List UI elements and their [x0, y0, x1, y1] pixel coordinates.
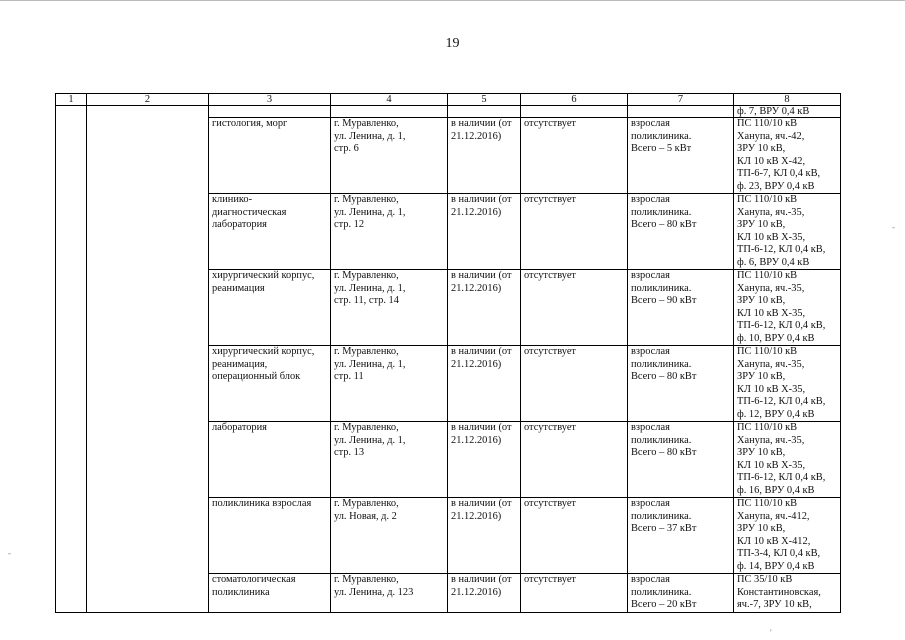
cell-line: реанимация	[212, 282, 265, 294]
table-cell	[521, 106, 628, 118]
cell-line: отсутствует	[524, 422, 576, 433]
cell-line: Всего – 37 кВт	[631, 523, 697, 534]
cell-line: лаборатория	[212, 219, 267, 230]
cell-line: 21.12.2016)	[451, 586, 502, 598]
cell-line: ЗРУ 10 кВ,	[737, 295, 786, 306]
cell-line: ТП-6-12, КЛ 0,4 кВ,	[737, 472, 826, 483]
cell-line: поликлиника.	[631, 586, 692, 598]
cell-line: г. Муравленко,	[334, 346, 399, 357]
table-cell-col6	[521, 194, 628, 270]
cell-line: ПС 110/10 кВ	[737, 422, 798, 433]
cell-line: Ханупа, яч.-35,	[737, 206, 805, 218]
scan-edge-mark: -	[8, 548, 11, 558]
cell-line: 21.12.2016)	[451, 130, 502, 142]
cell-line: г. Муравленко,	[334, 574, 399, 585]
cell-line: ПС 110/10 кВ	[737, 346, 798, 357]
cell-line: ТП-3-4, КЛ 0,4 кВ,	[737, 548, 821, 559]
table-cell	[209, 106, 331, 118]
cell-line: 21.12.2016)	[451, 206, 502, 218]
cell-line: в наличии (от	[451, 498, 512, 509]
cell-line: ул. Новая, д. 2	[334, 510, 397, 522]
cell-line: взрослая	[631, 118, 670, 129]
cell-line: ЗРУ 10 кВ,	[737, 447, 786, 458]
table-cell-consumer	[628, 118, 734, 194]
cell-line: 21.12.2016)	[451, 510, 502, 522]
cell-line: взрослая	[631, 574, 670, 585]
cell-line: Всего – 80 кВт	[631, 371, 697, 382]
cell-line: ул. Ленина, д. 1,	[334, 358, 406, 370]
cell-line: Ханупа, яч.-35,	[737, 282, 805, 294]
column-header: 7	[628, 94, 734, 106]
cell-line: в наличии (от	[451, 574, 512, 585]
cell-line: поликлиника.	[631, 206, 692, 218]
table-cell-consumer	[628, 270, 734, 346]
cell-line: Всего – 80 кВт	[631, 447, 697, 458]
cell-line: 21.12.2016)	[451, 358, 502, 370]
cell-line: КЛ 10 кВ Х-35,	[737, 307, 806, 319]
cell-line: поликлиника.	[631, 434, 692, 446]
cell-line: отсутствует	[524, 574, 576, 585]
cell-line: Всего – 80 кВт	[631, 219, 697, 230]
cell-line: отсутствует	[524, 194, 576, 205]
cell-line: г. Муравленко,	[334, 118, 399, 129]
table-cell-address	[331, 422, 448, 498]
column-header: 3	[209, 94, 331, 106]
table-cell-status	[448, 498, 521, 574]
cell-line: стоматологическая	[212, 574, 296, 585]
table-cell-object	[209, 498, 331, 574]
table-cell-address	[331, 270, 448, 346]
cell-line: в наличии (от	[451, 118, 512, 129]
cell-line: Константиновская,	[737, 586, 821, 598]
table-cell-status	[448, 270, 521, 346]
cell-line: ф. 14, ВРУ 0,4 кВ	[737, 560, 815, 572]
cell-line: ТП-6-12, КЛ 0,4 кВ,	[737, 320, 826, 331]
column-header: 6	[521, 94, 628, 106]
table-cell-status	[448, 574, 521, 613]
cell-line: ЗРУ 10 кВ,	[737, 219, 786, 230]
cell-line: стр. 11, стр. 14	[334, 295, 399, 306]
cell-line: ПС 110/10 кВ	[737, 270, 798, 281]
table-cell-col6	[521, 498, 628, 574]
cell-line: ул. Ленина, д. 123	[334, 586, 414, 598]
cell-line: поликлиника взрослая	[212, 498, 312, 509]
table-cell-status	[448, 346, 521, 422]
table-cell	[87, 106, 209, 613]
table-cell-address	[331, 574, 448, 613]
cell-line: взрослая	[631, 346, 670, 357]
cell-line: ЗРУ 10 кВ,	[737, 371, 786, 382]
cell-line: поликлиника.	[631, 510, 692, 522]
cell-line: Всего – 90 кВт	[631, 295, 697, 306]
cell-line: отсутствует	[524, 270, 576, 281]
cell-line: ТП-6-7, КЛ 0,4 кВ,	[737, 168, 821, 179]
cell-line: поликлиника.	[631, 358, 692, 370]
cell-line: КЛ 10 кВ Х-35,	[737, 383, 806, 395]
cell-line: отсутствует	[524, 498, 576, 509]
continuation-row	[56, 106, 841, 118]
cell-line: поликлиника.	[631, 130, 692, 142]
table-cell-consumer	[628, 498, 734, 574]
cell-line: ф. 16, ВРУ 0,4 кВ	[737, 484, 815, 496]
cell-line: 21.12.2016)	[451, 434, 502, 446]
cell-line: взрослая	[631, 270, 670, 281]
cell-line: ПС 110/10 кВ	[737, 118, 798, 129]
table-cell-supply	[734, 118, 841, 194]
cell-line: Ханупа, яч.-412,	[737, 510, 810, 522]
table-cell-supply	[734, 574, 841, 613]
cell-line: в наличии (от	[451, 346, 512, 357]
cell-line: отсутствует	[524, 118, 576, 129]
cell-line: ул. Ленина, д. 1,	[334, 130, 406, 142]
table-cell-address	[331, 498, 448, 574]
cell-line: хирургический корпус,	[212, 346, 315, 357]
cell-line: ПС 110/10 кВ	[737, 498, 798, 509]
cell-line: ул. Ленина, д. 1,	[334, 434, 406, 446]
cell-line: гистология, морг	[212, 118, 288, 129]
column-header: 4	[331, 94, 448, 106]
table-cell-address	[331, 346, 448, 422]
cell-line: клинико-	[212, 194, 253, 205]
data-table	[55, 93, 841, 613]
column-header: 5	[448, 94, 521, 106]
table-cell-status	[448, 194, 521, 270]
table-cell-col6	[521, 118, 628, 194]
page-top-rule	[0, 0, 905, 1]
table-cell-supply	[734, 422, 841, 498]
column-header: 2	[87, 94, 209, 106]
cell-line: Ханупа, яч.-42,	[737, 130, 805, 142]
cell-line: яч.-7, ЗРУ 10 кВ,	[737, 599, 812, 610]
cell-line: стр. 11	[334, 371, 364, 382]
cell-line: ТП-6-12, КЛ 0,4 кВ,	[737, 396, 826, 407]
cell-line: г. Муравленко,	[334, 498, 399, 509]
cell-line: стр. 13	[334, 447, 365, 458]
cell-line: КЛ 10 кВ Х-42,	[737, 155, 806, 167]
table-cell-col6	[521, 270, 628, 346]
cell-line: стр. 12	[334, 219, 365, 230]
cell-line: хирургический корпус,	[212, 270, 315, 281]
table-cell-supply	[734, 270, 841, 346]
table-cell-consumer	[628, 194, 734, 270]
table-cell-supply	[734, 498, 841, 574]
cell-line: операционный блок	[212, 371, 301, 382]
cell-line: г. Муравленко,	[334, 270, 399, 281]
table-cell	[56, 106, 87, 613]
table-cell-consumer	[628, 346, 734, 422]
cell-line: ф. 7, ВРУ 0,4 кВ	[737, 106, 810, 117]
cell-line: ЗРУ 10 кВ,	[737, 523, 786, 534]
table-cell-object	[209, 194, 331, 270]
cell-line: поликлиника	[212, 586, 270, 598]
cell-line: 21.12.2016)	[451, 282, 502, 294]
cell-line: лаборатория	[212, 422, 267, 433]
table-cell-object	[209, 574, 331, 613]
table-cell	[331, 106, 448, 118]
cell-line: ф. 12, ВРУ 0,4 кВ	[737, 408, 815, 420]
cell-line: взрослая	[631, 498, 670, 509]
cell-line: взрослая	[631, 194, 670, 205]
table-cell-supply	[734, 194, 841, 270]
cell-line: КЛ 10 кВ Х-412,	[737, 535, 811, 547]
cell-line: ТП-6-12, КЛ 0,4 кВ,	[737, 244, 826, 255]
table-cell-object	[209, 270, 331, 346]
cell-line: ПС 35/10 кВ	[737, 574, 793, 585]
table-cell-col6	[521, 574, 628, 613]
cell-line: Всего – 20 кВт	[631, 599, 697, 610]
cell-line: ф. 23, ВРУ 0,4 кВ	[737, 180, 815, 192]
table-cell-object	[209, 346, 331, 422]
table-cell	[628, 106, 734, 118]
table-cell	[448, 106, 521, 118]
cell-line: в наличии (от	[451, 422, 512, 433]
table-cell-object	[209, 422, 331, 498]
table-cell-address	[331, 194, 448, 270]
cell-line: ПС 110/10 кВ	[737, 194, 798, 205]
cell-line: в наличии (от	[451, 270, 512, 281]
cell-line: Всего – 5 кВт	[631, 143, 692, 154]
cell-line: КЛ 10 кВ Х-35,	[737, 459, 806, 471]
cell-line: Ханупа, яч.-35,	[737, 434, 805, 446]
cell-line: ул. Ленина, д. 1,	[334, 282, 406, 294]
cell-line: поликлиника.	[631, 282, 692, 294]
table-cell-status	[448, 422, 521, 498]
cell-line: ф. 10, ВРУ 0,4 кВ	[737, 332, 815, 344]
cell-line: стр. 6	[334, 143, 359, 154]
table-cell-object	[209, 118, 331, 194]
table-cell-address	[331, 118, 448, 194]
cell-line: г. Муравленко,	[334, 194, 399, 205]
column-header: 1	[56, 94, 87, 106]
cell-line: диагностическая	[212, 206, 287, 218]
table-cell-supply	[734, 346, 841, 422]
cell-line: в наличии (от	[451, 194, 512, 205]
table-cell-consumer	[628, 574, 734, 613]
cell-line: ЗРУ 10 кВ,	[737, 143, 786, 154]
table-cell-col6	[521, 346, 628, 422]
cell-line: ф. 6, ВРУ 0,4 кВ	[737, 256, 810, 268]
cell-line: ул. Ленина, д. 1,	[334, 206, 406, 218]
cell-line: отсутствует	[524, 346, 576, 357]
cell-line: г. Муравленко,	[334, 422, 399, 433]
table-cell-status	[448, 118, 521, 194]
cell-line: КЛ 10 кВ Х-35,	[737, 231, 806, 243]
cell-line: Ханупа, яч.-35,	[737, 358, 805, 370]
scan-edge-mark: '	[770, 628, 772, 638]
page-number: 19	[445, 36, 460, 51]
table-cell-col6	[521, 422, 628, 498]
table-cell-consumer	[628, 422, 734, 498]
scan-edge-mark: -	[892, 222, 895, 232]
column-header: 8	[734, 94, 841, 106]
cell-line: взрослая	[631, 422, 670, 433]
header-row	[56, 94, 841, 106]
cell-line: реанимация,	[212, 358, 268, 370]
table-cell-supply	[734, 106, 841, 118]
